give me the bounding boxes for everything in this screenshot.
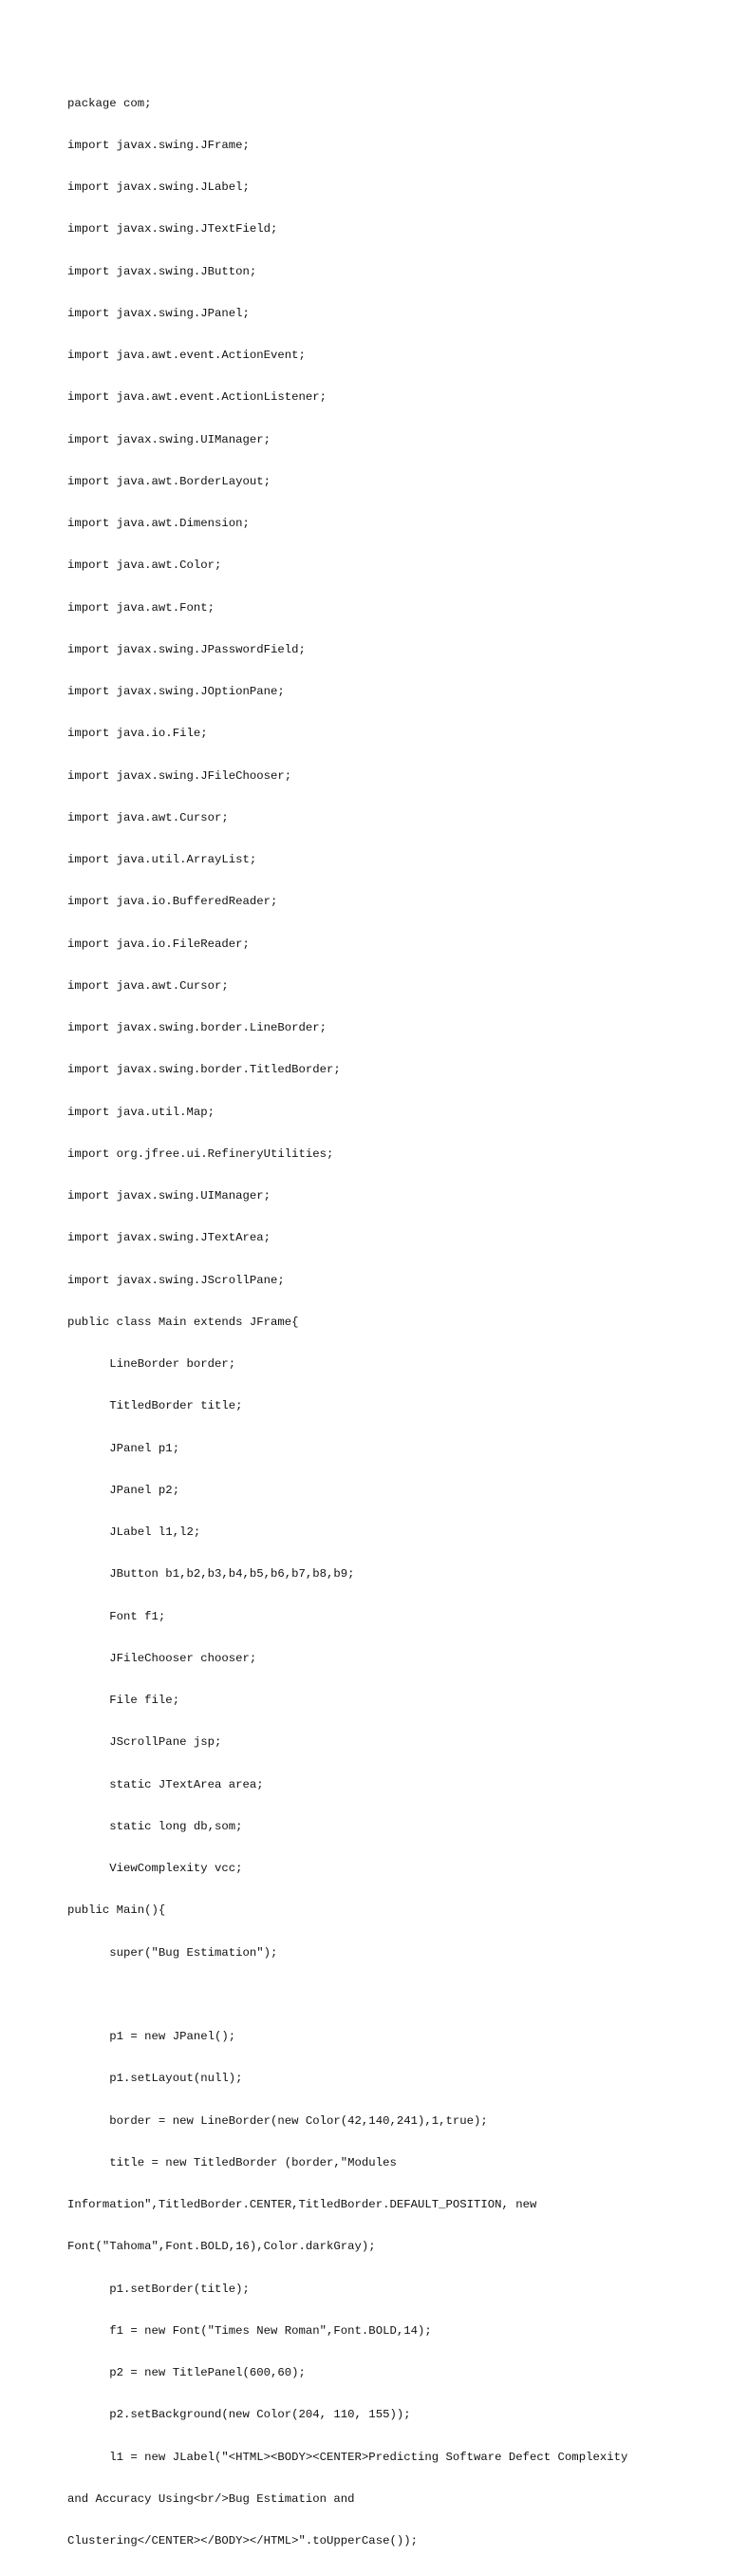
code-line: import javax.swing.UIManager;	[67, 432, 271, 446]
code-line: import javax.swing.border.TitledBorder;	[67, 1063, 341, 1077]
code-line: p1.setBorder(title);	[67, 2282, 250, 2296]
code-line: ViewComplexity vcc;	[67, 1862, 243, 1875]
code-line: import javax.swing.JTextField;	[67, 222, 278, 237]
code-line: title = new TitledBorder (border,"Modules	[67, 2155, 397, 2169]
code-line: import javax.swing.JPasswordField;	[67, 642, 306, 656]
code-line: super("Bug Estimation");	[67, 1945, 278, 1960]
code-line: import java.awt.Color;	[67, 559, 222, 573]
code-line: LineBorder border;	[67, 1357, 236, 1371]
code-line: import java.awt.event.ActionEvent;	[67, 349, 306, 362]
code-line: import javax.swing.JScrollPane;	[67, 1273, 285, 1287]
code-line: import org.jfree.ui.RefineryUtilities;	[67, 1146, 334, 1161]
code-line: JFileChooser chooser;	[67, 1651, 257, 1665]
code-line: import java.util.Map;	[67, 1105, 215, 1119]
code-line: f1 = new Font("Times New Roman",Font.BOLD,14);	[67, 2323, 432, 2338]
code-line: TitledBorder title;	[67, 1399, 243, 1413]
code-line: import javax.swing.JOptionPane;	[67, 685, 285, 698]
code-line: and Accuracy Using<br/>Bug Estimation and	[67, 2491, 355, 2506]
code-line: import java.awt.Cursor;	[67, 810, 229, 824]
code-line: import java.awt.Dimension;	[67, 517, 250, 530]
code-line: public class Main extends JFrame{	[67, 1315, 299, 1329]
code-line: Font("Tahoma",Font.BOLD,16),Color.darkGray);	[67, 2240, 376, 2254]
code-line: p2.setBackground(new Color(204, 110, 155));	[67, 2408, 411, 2422]
code-line: import java.io.File;	[67, 727, 208, 741]
java-source-code	[67, 68, 675, 2576]
code-line: JPanel p2;	[67, 1483, 180, 1497]
code-line: import java.awt.event.ActionListener;	[67, 390, 327, 405]
code-line: import javax.swing.JButton;	[67, 264, 257, 278]
code-line: import java.awt.Cursor;	[67, 978, 229, 993]
code-line: import java.awt.Font;	[67, 600, 215, 615]
code-line: JLabel l1,l2;	[67, 1525, 201, 1539]
code-line: Font f1;	[67, 1609, 166, 1623]
code-line: import javax.swing.JTextArea;	[67, 1231, 271, 1245]
code-line: import java.io.FileReader;	[67, 937, 250, 951]
code-line: Clustering</CENTER></BODY></HTML>".toUpperCase());	[67, 2534, 418, 2548]
code-line: static long db,som;	[67, 1819, 243, 1833]
code-line: l1 = new JLabel("<HTML><BODY><CENTER>Predicting Software Defect Complexity	[67, 2450, 628, 2464]
code-line: import javax.swing.border.LineBorder;	[67, 1021, 327, 1034]
code-line: border = new LineBorder(new Color(42,140,241),1,true);	[67, 2113, 488, 2128]
code-line: JScrollPane jsp;	[67, 1735, 222, 1750]
code-line: import javax.swing.JFrame;	[67, 138, 250, 152]
code-line: import java.awt.BorderLayout;	[67, 474, 271, 488]
code-line: JButton b1,b2,b3,b4,b5,b6,b7,b8,b9;	[67, 1567, 355, 1582]
code-line: import java.util.ArrayList;	[67, 853, 257, 866]
code-line: import javax.swing.JLabel;	[67, 180, 250, 194]
code-line: p1 = new JPanel();	[67, 2030, 236, 2043]
code-line: import javax.swing.JFileChooser;	[67, 768, 292, 783]
code-line: static JTextArea area;	[67, 1777, 264, 1791]
code-line: JPanel p1;	[67, 1441, 180, 1455]
code-line: package com;	[67, 96, 152, 110]
code-line: p2 = new TitlePanel(600,60);	[67, 2366, 306, 2379]
code-line: import javax.swing.UIManager;	[67, 1189, 271, 1203]
code-line: public Main(){	[67, 1904, 166, 1918]
code-line	[67, 1988, 675, 2002]
code-line: import java.io.BufferedReader;	[67, 895, 278, 909]
code-line: Information",TitledBorder.CENTER,TitledBorder.DEFAULT_POSITION, new	[67, 2198, 537, 2211]
code-line: p1.setLayout(null);	[67, 2072, 243, 2086]
code-line: File file;	[67, 1694, 180, 1707]
code-line: import javax.swing.JPanel;	[67, 306, 250, 320]
